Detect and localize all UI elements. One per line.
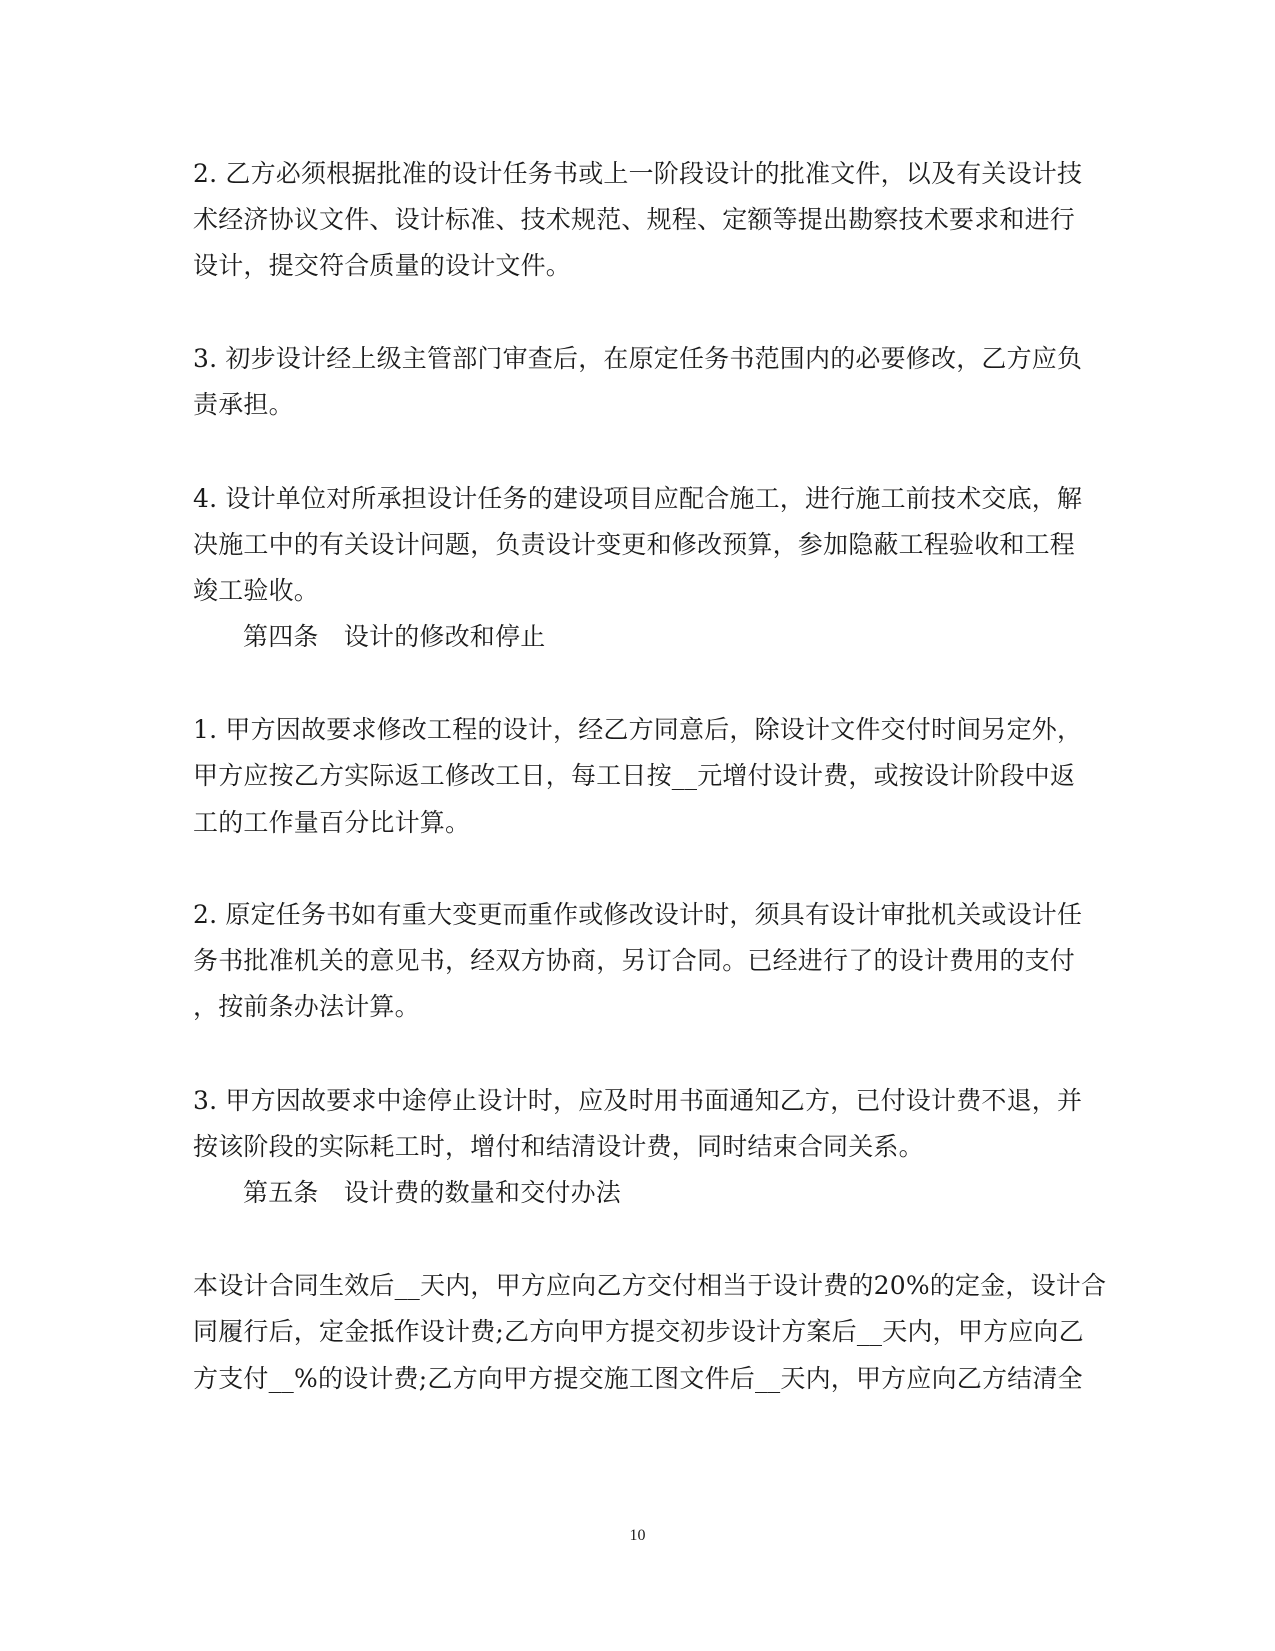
paragraph-line: 按该阶段的实际耗工时，增付和结清设计费，同时结束合同关系。 [193, 1132, 924, 1161]
paragraph-line: 务书批准机关的意见书，经双方协商，另订合同。已经进行了的设计费用的支付 [193, 946, 1076, 975]
paragraph-line: 2. 乙方必须根据批准的设计任务书或上一阶段设计的批准文件，以及有关设计技 [193, 159, 1083, 188]
paragraph-line: 甲方应按乙方实际返工修改工日，每工日按__元增付设计费，或按设计阶段中返 [193, 761, 1076, 790]
section-heading: 第五条 设计费的数量和交付办法 [243, 1178, 622, 1207]
paragraph-line: 1. 甲方因故要求修改工程的设计，经乙方同意后，除设计文件交付时间另定外， [193, 715, 1083, 744]
paragraph-line: 决施工中的有关设计问题，负责设计变更和修改预算，参加隐蔽工程验收和工程 [193, 530, 1076, 559]
paragraph-line: 设计，提交符合质量的设计文件。 [193, 251, 572, 280]
paragraph-line: 术经济协议文件、设计标准、技术规范、规程、定额等提出勘察技术要求和进行 [193, 205, 1076, 234]
paragraph-line: 工的工作量百分比计算。 [193, 808, 471, 837]
paragraph-line: 3. 初步设计经上级主管部门审查后，在原定任务书范围内的必要修改，乙方应负 [193, 344, 1083, 373]
paragraph-line: 2. 原定任务书如有重大变更而重作或修改设计时，须具有设计审批机关或设计任 [193, 900, 1083, 929]
paragraph-line: ，按前条办法计算。 [193, 992, 420, 1021]
paragraph-line: 3. 甲方因故要求中途停止设计时，应及时用书面通知乙方，已付设计费不退，并 [193, 1086, 1083, 1115]
paragraph-line: 竣工验收。 [193, 576, 320, 605]
page-number: 10 [629, 1527, 646, 1544]
paragraph-line: 同履行后，定金抵作设计费;乙方向甲方提交初步设计方案后__天内，甲方应向乙 [193, 1317, 1084, 1346]
paragraph-line: 本设计合同生效后__天内，甲方应向乙方交付相当于设计费的20%的定金，设计合 [193, 1271, 1107, 1300]
section-heading: 第四条 设计的修改和停止 [243, 622, 546, 651]
paragraph-line: 责承担。 [193, 390, 294, 419]
paragraph-line: 方支付__%的设计费;乙方向甲方提交施工图文件后__天内，甲方应向乙方结清全 [193, 1364, 1083, 1393]
paragraph-line: 4. 设计单位对所承担设计任务的建设项目应配合施工，进行施工前技术交底，解 [193, 484, 1083, 513]
